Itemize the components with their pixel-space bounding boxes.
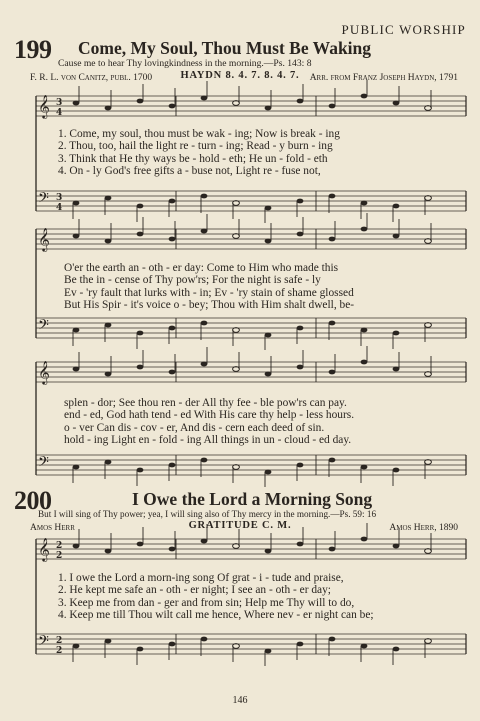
svg-text:2: 2 [56,541,63,551]
lyric-line: But His Spir - it's voice o - bey; Thou with Him shalt dwell, be- [64,299,355,312]
running-head: PUBLIC WORSHIP [341,22,466,37]
lyric-line: 2. Thou, too, hail the light re - turn - ing; Read - y burn - ing [58,140,333,153]
scripture-verse: Cause me to hear Thy lovingkindness in the morning.—Ps. 143: 8 [58,58,312,69]
lyrics-system [64,397,354,447]
svg-text:2: 2 [56,636,63,646]
svg-text:𝄞: 𝄞 [38,227,50,251]
svg-text:𝄢: 𝄢 [38,317,49,337]
hymn-title: I Owe the Lord a Morning Song [132,489,373,509]
lyric-line: 2. He kept me safe an - oth - er night; I see an - oth - er day; [58,584,331,597]
svg-text:2: 2 [56,646,63,656]
hymn-composer: Arr. from Franz Joseph Haydn, 1791 [309,73,458,83]
svg-text:2: 2 [56,551,63,561]
svg-text:4: 4 [56,203,63,213]
hymn-number: 199 [14,35,52,64]
lyric-line: 1. I owe the Lord a morn-ing song Of grat - i - tude and praise, [58,572,344,584]
hymn-author: Amos Herr [30,523,75,533]
lyric-line: 3. Keep me from dan - ger and from sin; Help me Thy will to do, [58,596,355,609]
lyric-line: 1. Come, my soul, thou must be wak - ing; Now is break - ing [58,128,340,140]
svg-text:3: 3 [56,98,63,108]
tune-name: GRATITUDE C. M. [188,520,292,531]
svg-text:4: 4 [56,108,63,118]
hymn-composer: Amos Herr, 1890 [389,523,458,533]
svg-text:𝄞: 𝄞 [38,360,50,384]
lyric-line: Be the in - cense of Thy pow'rs; For the night is safe - ly [64,274,321,287]
svg-text:𝄞: 𝄞 [38,537,50,561]
svg-text:𝄞: 𝄞 [38,94,50,118]
hymn-title: Come, My Soul, Thou Must Be Waking [78,38,372,58]
svg-text:3: 3 [56,193,63,203]
lyric-line: hold - ing Light en - fold - ing All things in un - cloud - ed day. [64,434,352,447]
lyric-line: end - ed, God hath tend - ed With His care thy help - less hours. [64,409,355,422]
lyric-line: O'er the earth an - oth - er day: Come to Him who made this [64,262,339,274]
page-number: 146 [232,695,248,706]
hymn-number: 200 [14,486,52,515]
lyrics-system [64,262,354,312]
lyric-line: 4. Keep me till Thou wilt call me hence, Where nev - er night can be; [58,609,374,622]
svg-text:𝄢: 𝄢 [38,633,49,653]
lyrics-system [58,128,340,178]
hymn-author: F. R. L. von Canitz, publ. 1700 [30,73,153,83]
lyrics-system [58,572,374,622]
lyric-line: o - ver Can dis - cov - er, And dis - cern each deed of sin. [64,421,325,434]
lyric-line: splen - dor; See thou ren - der All thy fee - ble pow'rs can pay. [64,397,347,409]
tune-name: HAYDN 8. 4. 7. 8. 4. 7. [180,70,300,81]
svg-text:𝄢: 𝄢 [38,454,49,474]
lyric-line: 4. On - ly God's free gifts a - buse not, Light re - fuse not, [58,165,321,178]
lyric-line: 3. Think that He thy ways be - hold - eth; He un - fold - eth [58,152,328,165]
scripture-verse: But I will sing of Thy power; yea, I will sing also of Thy mercy in the morning.—Ps. 59: 16 [38,509,377,519]
svg-text:𝄢: 𝄢 [38,190,49,210]
lyric-line: Ev - 'ry fault that lurks with - in; Ev - 'ry stain of shame glossed [64,286,354,299]
